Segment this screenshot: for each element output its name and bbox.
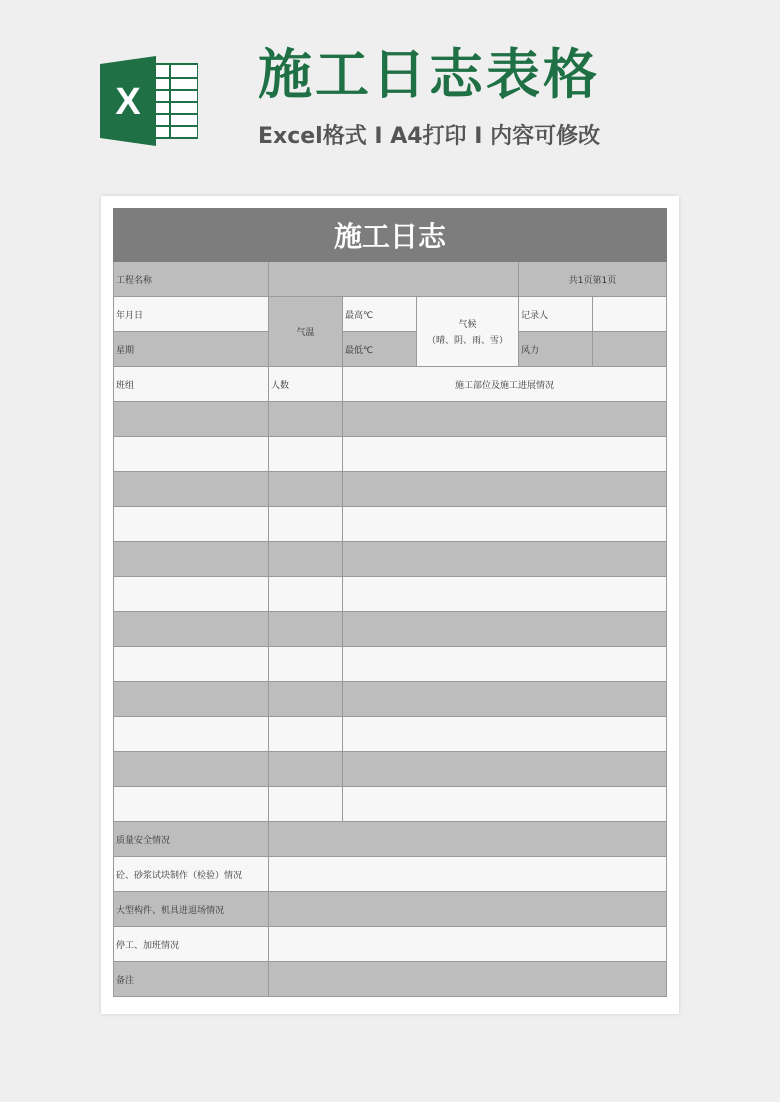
project-name-label: 工程名称	[114, 262, 269, 297]
team-cell[interactable]	[114, 647, 269, 682]
headcount-cell[interactable]	[269, 612, 343, 647]
weather-options: （晴、阴、雨、雪）	[426, 336, 508, 346]
quality-safety-cell[interactable]	[269, 822, 667, 857]
overtime-label: 停工、加班情况	[114, 927, 269, 962]
table-row	[114, 647, 667, 682]
headcount-cell[interactable]	[269, 647, 343, 682]
temperature-label: 气温	[269, 297, 343, 367]
remarks-cell[interactable]	[269, 962, 667, 997]
team-cell[interactable]	[114, 577, 269, 612]
team-cell[interactable]	[114, 472, 269, 507]
table-row	[114, 472, 667, 507]
progress-cell[interactable]	[343, 717, 667, 752]
svg-text:X: X	[115, 81, 141, 123]
table-row	[114, 612, 667, 647]
progress-cell[interactable]	[343, 472, 667, 507]
progress-cell[interactable]	[343, 752, 667, 787]
table-row	[114, 927, 667, 962]
progress-header: 施工部位及施工进展情况	[343, 367, 667, 402]
team-cell[interactable]	[114, 437, 269, 472]
excel-icon	[100, 56, 198, 146]
table-row	[114, 332, 667, 367]
quality-safety-label: 质量安全情况	[114, 822, 269, 857]
table-row	[114, 962, 667, 997]
construction-log-table	[113, 208, 667, 997]
high-temp-label: 最高℃	[343, 297, 417, 332]
table-row	[114, 297, 667, 332]
table-title: 施工日志	[114, 209, 667, 262]
team-header: 班组	[114, 367, 269, 402]
table-row	[114, 717, 667, 752]
team-cell[interactable]	[114, 402, 269, 437]
table-row	[114, 822, 667, 857]
low-temp-label: 最低℃	[343, 332, 417, 367]
headcount-cell[interactable]	[269, 577, 343, 612]
table-row	[114, 577, 667, 612]
headcount-cell[interactable]	[269, 787, 343, 822]
spreadsheet-preview	[101, 196, 679, 1014]
weather-title: 气候	[458, 320, 477, 330]
wind-cell[interactable]	[593, 332, 667, 367]
headcount-cell[interactable]	[269, 682, 343, 717]
headcount-cell[interactable]	[269, 542, 343, 577]
headcount-cell[interactable]	[269, 752, 343, 787]
headcount-cell[interactable]	[269, 472, 343, 507]
progress-cell[interactable]	[343, 682, 667, 717]
page-info: 共1页第1页	[519, 262, 667, 297]
overtime-cell[interactable]	[269, 927, 667, 962]
headcount-cell[interactable]	[269, 402, 343, 437]
team-cell[interactable]	[114, 717, 269, 752]
recorder-label: 记录人	[519, 297, 593, 332]
date-label: 年月日	[114, 297, 269, 332]
weather-label	[417, 297, 519, 367]
specimen-label: 砼、砂浆试块制作（检验）情况	[114, 857, 269, 892]
table-row	[114, 437, 667, 472]
equipment-cell[interactable]	[269, 892, 667, 927]
progress-cell[interactable]	[343, 402, 667, 437]
wind-label: 风力	[519, 332, 593, 367]
progress-cell[interactable]	[343, 437, 667, 472]
table-title-row	[114, 209, 667, 262]
progress-cell[interactable]	[343, 577, 667, 612]
equipment-label: 大型构件、机具进退场情况	[114, 892, 269, 927]
progress-cell[interactable]	[343, 647, 667, 682]
progress-cell[interactable]	[343, 612, 667, 647]
remarks-label: 备注	[114, 962, 269, 997]
team-cell[interactable]	[114, 542, 269, 577]
headcount-cell[interactable]	[269, 717, 343, 752]
table-row	[114, 752, 667, 787]
page-header	[0, 0, 780, 190]
team-cell[interactable]	[114, 612, 269, 647]
table-row	[114, 857, 667, 892]
progress-cell[interactable]	[343, 542, 667, 577]
table-row	[114, 262, 667, 297]
team-cell[interactable]	[114, 507, 269, 542]
team-cell[interactable]	[114, 682, 269, 717]
team-cell[interactable]	[114, 752, 269, 787]
progress-cell[interactable]	[343, 507, 667, 542]
project-name-cell[interactable]	[269, 262, 519, 297]
table-row	[114, 507, 667, 542]
headcount-cell[interactable]	[269, 507, 343, 542]
specimen-cell[interactable]	[269, 857, 667, 892]
page-title: 施工日志表格	[258, 43, 600, 106]
weekday-label: 星期	[114, 332, 269, 367]
headcount-header: 人数	[269, 367, 343, 402]
page-subtitle: Excel格式 I A4打印 I 内容可修改	[258, 124, 601, 149]
progress-cell[interactable]	[343, 787, 667, 822]
table-row	[114, 787, 667, 822]
headcount-cell[interactable]	[269, 437, 343, 472]
table-row	[114, 367, 667, 402]
table-row	[114, 402, 667, 437]
table-row	[114, 542, 667, 577]
table-row	[114, 682, 667, 717]
recorder-cell[interactable]	[593, 297, 667, 332]
table-row	[114, 892, 667, 927]
team-cell[interactable]	[114, 787, 269, 822]
